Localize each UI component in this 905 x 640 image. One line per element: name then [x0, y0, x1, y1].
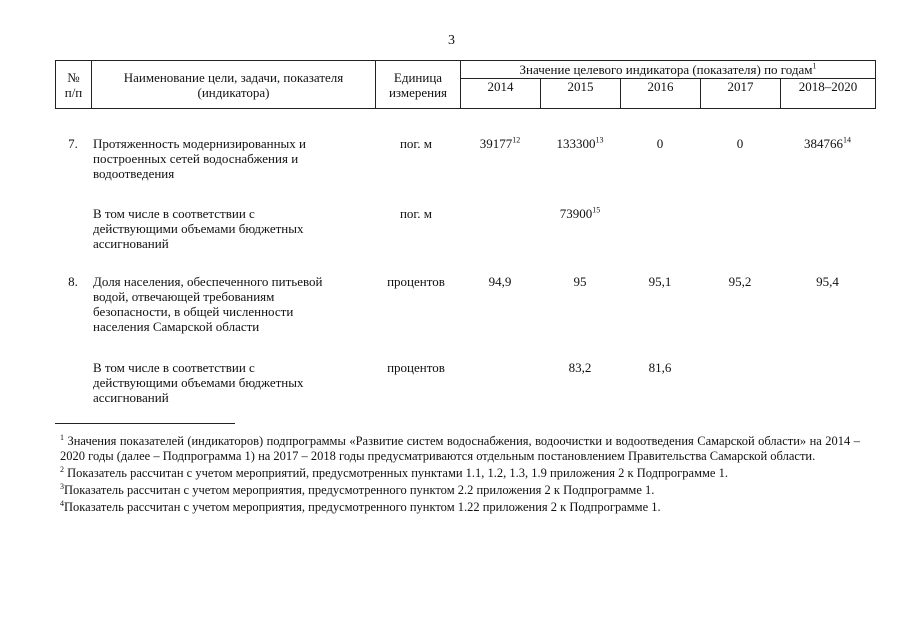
table-header	[55, 60, 876, 109]
footnotes	[60, 434, 860, 517]
row-name: В том числе в соответствии с действующими объемами бюджетных ассигнований	[93, 206, 304, 251]
header-name: Наименование цели, задачи, показателя (индикатора)	[92, 61, 376, 109]
header-values-group: Значение целевого индикатора (показателя) по годам$^1$	[461, 61, 876, 79]
value-2014: 39177$^{12}$	[479, 135, 521, 151]
value-2017: 95,2	[728, 274, 752, 289]
header-year-2018-2020: 2018–2020	[781, 79, 876, 109]
header-number: № п/п	[56, 61, 92, 109]
value-2018-2020: 384766$^{14}$	[804, 135, 851, 151]
value-2018-2020: 95,4	[816, 274, 839, 289]
row-name: Доля населения, обеспеченного питьевой водой, отвечающей требованиям безопасности, в общей численности населения Самарской области	[93, 274, 323, 334]
row-unit: процентов	[387, 274, 445, 289]
row-unit: пог. м	[399, 136, 433, 151]
row-unit: пог. м	[399, 206, 433, 221]
row-number: 8.	[68, 274, 78, 289]
footnote-4: $^4$Показатель рассчитан с учетом мероприятия, предусмотренного пунктом 1.22 приложения 2 к Подпрограмме 1.	[60, 498, 661, 514]
footnote-divider	[55, 423, 235, 424]
row-unit: процентов	[387, 360, 445, 375]
value-2015: 95	[573, 274, 587, 289]
value-2016: 81,6	[648, 360, 672, 375]
value-2015: 83,2	[568, 360, 592, 375]
page-number: 3	[448, 33, 455, 48]
value-2017: 0	[736, 136, 744, 151]
header-year-2017: 2017	[701, 79, 781, 109]
value-2015: 73900$^{15}$	[559, 205, 601, 221]
value-2014: 94,9	[488, 274, 512, 289]
value-2016: 0	[656, 136, 664, 151]
header-unit: Единица измерения	[376, 61, 461, 109]
row-number: 7.	[68, 136, 78, 151]
header-year-2016: 2016	[621, 79, 701, 109]
header-year-2014: 2014	[461, 79, 541, 109]
footnote-1: $^1$ Значения показателей (индикаторов) подпрограммы «Развитие систем водоснабжения, водоочистки и водоотведения Самарской области» на 2014 – 2020 годы (далее – Подпрограмма 1) на 2017 – 2018 годы предусматриваются отдельным постановлением Правительства Самарской области.	[60, 432, 860, 463]
row-name: В том числе в соответствии с действующими объемами бюджетных ассигнований	[93, 360, 304, 405]
footnote-2: $^2$ Показатель рассчитан с учетом мероприятий, предусмотренных пунктами 1.1, 1.2, 1.3, 1.9 приложения 2 к Подпрограмме 1.	[60, 464, 728, 480]
header-year-2015: 2015	[541, 79, 621, 109]
value-2015: 133300$^{13}$	[556, 135, 604, 151]
row-name: Протяженность модернизированных и построенных сетей водоснабжения и водоотведения	[93, 136, 306, 181]
value-2016: 95,1	[648, 274, 672, 289]
footnote-3: $^3$Показатель рассчитан с учетом мероприятия, предусмотренного пунктом 2.2 приложения 2 к Подпрограмме 1.	[60, 481, 655, 497]
